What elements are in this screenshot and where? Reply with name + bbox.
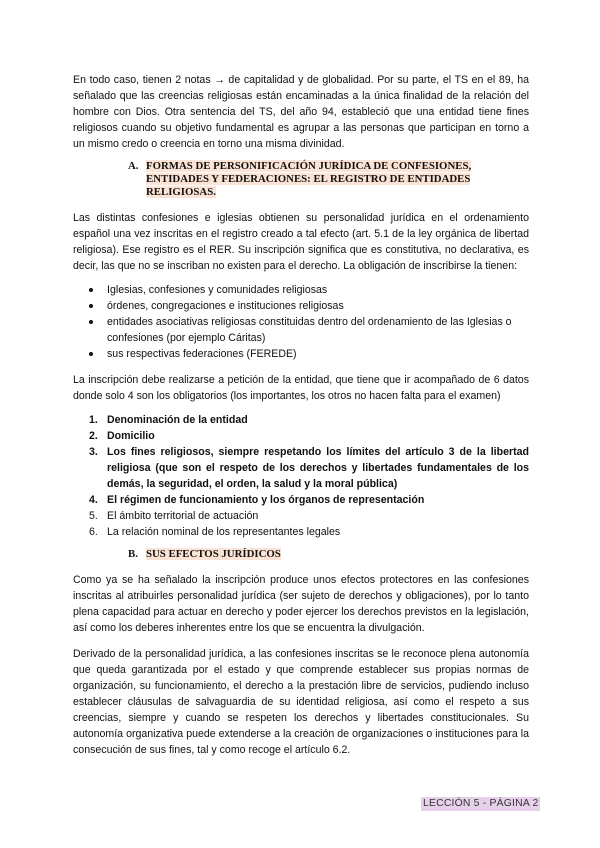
autonomia-paragraph: Derivado de la personalidad jurídica, a las confesiones inscritas se le reconoce plena autonomía que queda garantizada por el estado y que comprende establecer sus propias normas de organización, su funcionamiento, el derecho a la prestación libre de servicios, pudiendo incluso establecer cláusulas de salvaguardia de su identidad religiosa, así como el respeto a sus creencias, siempre y cuando se respeten los derechos y libertades constitucionales. Su autonomía organizativa puede extenderse a la creación de organizaciones o instituciones para la consecución de sus fines, tal y como recoge el artículo 6.2. <box>73 648 529 756</box>
list-item: sus respectivas federaciones (FEREDE) <box>73 346 529 362</box>
intro-paragraph: En todo caso, tienen 2 notas → de capitalidad y de globalidad. Por su parte, el TS en el 89, ha señalado que las creencias religiosas están encaminadas a la única finalidad de la relación del hombre con Dios. Otra sentencia del TS, del año 94, estableció que una entidad tiene fines religiosos cuando su objetivo fundamental es agrupar a las personas que participan en torno a un mismo credo o creencia en torno una misma divinidad. <box>73 74 529 150</box>
bullet-icon <box>89 288 93 292</box>
list-item: 5. El ámbito territorial de actuación <box>89 510 259 522</box>
list-item: 1. Denominación de la entidad <box>89 414 248 426</box>
page-footer-label: LECCIÓN 5 - PÁGINA 2 <box>423 798 539 809</box>
section-heading-a <box>128 160 529 199</box>
section-letter-b: B. <box>128 548 138 560</box>
personalidad-paragraph: Las distintas confesiones e iglesias obtienen su personalidad jurídica en el ordenamiento español una vez inscritas en el registro creado a tal efecto (art. 5.1 de la ley orgánica de libertad religiosa). Ese registro es el RER. Su inscripción significa que es constitutiva, no declarativa, es decir, las que no se inscriban no existen para el derecho. La obligación de inscribirse la tienen: <box>73 212 529 272</box>
bullet-icon <box>89 352 93 356</box>
list-item: entidades asociativas religiosas constituidas dentro del ordenamiento de las Iglesias o confesiones (por ejemplo Cáritas) <box>73 314 529 346</box>
page-content <box>73 72 529 758</box>
efectos-paragraph: Como ya se ha señalado la inscripción produce unos efectos protectores en las confesiones inscritas al atribuirles personalidad jurídica (ser sujeto de derechos y obligaciones), por lo tanto plena capacidad para actuar en derecho y poder ejercer los derechos previstos en la legislación, así como los deberes inherentes entre los que se encuentra la divulgación. <box>73 574 529 634</box>
numbered-list <box>73 412 529 540</box>
heading-a-line-3: RELIGIOSAS. <box>146 186 216 198</box>
heading-a-line-2: ENTIDADES Y FEDERACIONES: EL REGISTRO DE ENTIDADES <box>146 173 471 185</box>
section-letter-a: A. <box>128 160 139 172</box>
bullet-icon <box>89 320 93 324</box>
list-item: 4. El régimen de funcionamiento y los órganos de representación <box>89 494 425 506</box>
section-heading-b-text: SUS EFECTOS JURÍDICOS <box>146 548 281 560</box>
list-item: 2. Domicilio <box>89 430 155 442</box>
list-item: órdenes, congregaciones e instituciones religiosas <box>73 298 529 314</box>
bullet-list <box>73 282 529 362</box>
inscripcion-paragraph: La inscripción debe realizarse a petición de la entidad, que tiene que ir acompañado de 6 datos donde solo 4 son los obligatorios (los importantes, los otros no hacen falta para el examen) <box>73 374 529 402</box>
list-item: 3. Los fines religiosos, siempre respetando los límites del artículo 3 de la libertad religiosa (que son el respeto de los derechos y libertades fundamentales de los demás, la seguridad, el orden, la salud y la moral pública) <box>89 446 529 490</box>
section-heading-b <box>128 548 529 561</box>
section-heading-a-text <box>146 160 529 199</box>
list-item: Iglesias, confesiones y comunidades religiosas <box>73 282 529 298</box>
heading-a-line-1: FORMAS DE PERSONIFICACIÓN JURÍDICA DE CONFESIONES, <box>146 160 472 172</box>
list-item: 6. La relación nominal de los representantes legales <box>89 526 341 538</box>
bullet-icon <box>89 304 93 308</box>
